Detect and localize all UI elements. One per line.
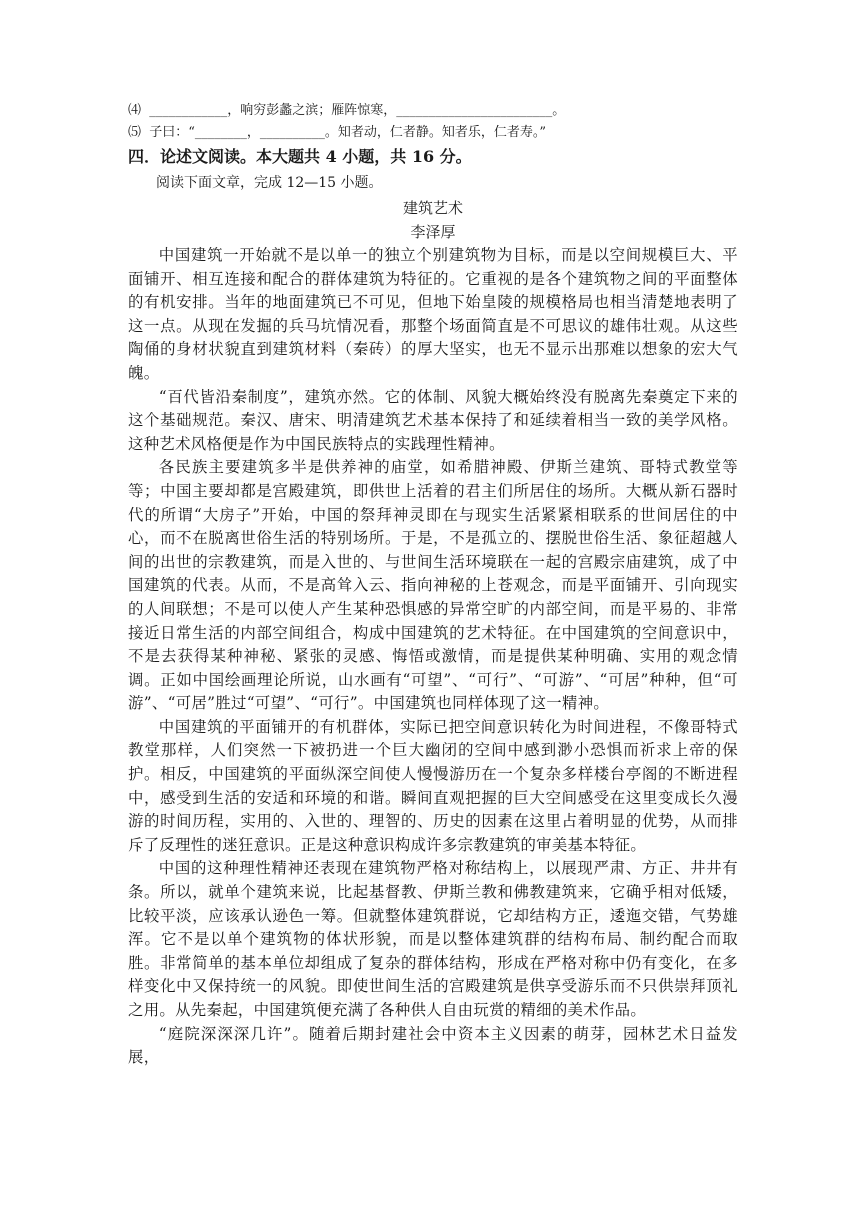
fill-blank-line-5: ⑸ 子曰：“________，__________。知者动，仁者静。知者乐，仁者寿。” xyxy=(128,125,547,140)
article-paragraph: 中国建筑一开始就不是以单一的独立个别建筑物为目标，而是以空间规模巨大、平面铺开、相互连接和配合的群体建筑为特征的。它重视的是各个建筑物之间的平面整体的有机安排。当年的地面建筑已不可见，但地下始皇陵的规模格局也相当清楚地表明了这一点。从现在发掘的兵马坑情况看，那整个场面简直是不可思议的雄伟壮观。从这些陶俑的身材状貌直到建筑材料（秦砖）的厚大坚实，也无不显示出那难以想象的宏大气魄。 xyxy=(128,246,738,382)
fill-blank-line-4: ⑷ ____________，响穷彭蠡之滨；雁阵惊寒，________________________。 xyxy=(128,103,566,118)
exam-page xyxy=(128,100,738,1070)
article-author: 李泽厚 xyxy=(410,223,456,241)
article-paragraph: 中国建筑的平面铺开的有机群体，实际已把空间意识转化为时间进程，不像哥特式教堂那样，人们突然一下被扔进一个巨大幽闭的空间中感到渺小恐惧而祈求上帝的保护。相反，中国建筑的平面纵深空间使人慢慢游历在一个复杂多样楼台亭阁的不断进程中，感受到生活的安适和环境的和谐。瞬间直观把握的巨大空间感受在这里变成长久漫游的时间历程，实用的、入世的、理智的、历史的因素在这里占着明显的优势，从而排斥了反理性的迷狂意识。正是这种意识构成许多宗教建筑的审美基本特征。 xyxy=(128,717,738,854)
reading-instruction: 阅读下面文章，完成 12—15 小题。 xyxy=(156,175,383,191)
section-heading: 四．论述文阅读。本大题共 4 小题，共 16 分。 xyxy=(128,147,472,166)
article-title: 建筑艺术 xyxy=(402,199,463,217)
article-paragraph: “百代皆沿秦制度”，建筑亦然。它的体制、风貌大概始终没有脱离先秦奠定下来的这个基础规范。秦汉、唐宋、明清建筑艺术基本保持了和延续着相当一致的美学风格。这种艺术风格便是作为中国民族特点的实践理性精神。 xyxy=(128,387,738,453)
article-paragraph: 中国的这种理性精神还表现在建筑物严格对称结构上，以展现严肃、方正、井井有条。所以，就单个建筑来说，比起基督教、伊斯兰教和佛教建筑来，它确乎相对低矮，比较平淡，应该承认逊色一筹。但就整体建筑群说，它却结构方正，逶迤交错，气势雄浑。它不是以单个建筑物的体状形貌，而是以整体建筑群的结构布局、制约配合而取胜。非常简单的基本单位却组成了复杂的群体结构，形成在严格对称中仍有变化，在多样变化中又保持统一的风貌。即使世间生活的宫殿建筑是供享受游乐而不只供崇拜顶礼之用。从先秦起，中国建筑便充满了各种供人自由玩赏的精细的美术作品。 xyxy=(128,859,738,1019)
article-paragraph: “庭院深深深几许”。随着后期封建社会中资本主义因素的萌芽，园林艺术日益发展， xyxy=(128,1024,738,1067)
article-paragraph: 各民族主要建筑多半是供养神的庙堂，如希腊神殿、伊斯兰建筑、哥特式教堂等等；中国主要却都是宫殿建筑，即供世上活着的君主们所居住的场所。大概从新石器时代的所谓“大房子”开始，中国的祭拜神灵即在与现实生活紧紧相联系的世间居住的中心，而不在脱离世俗生活的特别场所。于是，不是孤立的、摆脱世俗生活、象征超越人间的出世的宗教建筑，而是入世的、与世间生活环境联在一起的宫殿宗庙建筑，成了中国建筑的代表。从而，不是高耸入云、指向神秘的上苍观念，而是平面铺开、引向现实的人间联想；不是可以使人产生某种恐惧感的异常空旷的内部空间，而是平易的、非常接近日常生活的内部空间组合，构成中国建筑的艺术特征。在中国建筑的空间意识中，不是去获得某种神秘、紧张的灵感、悔悟或激情，而是提供某种明确、实用的观念情调。正如中国绘画理论所说，山水画有“可望”、“可行”、“可游”、“可居”种种，但“可游”、“可居”胜过“可望”、“可行”。中国建筑也同样体现了这一精神。 xyxy=(128,458,738,713)
